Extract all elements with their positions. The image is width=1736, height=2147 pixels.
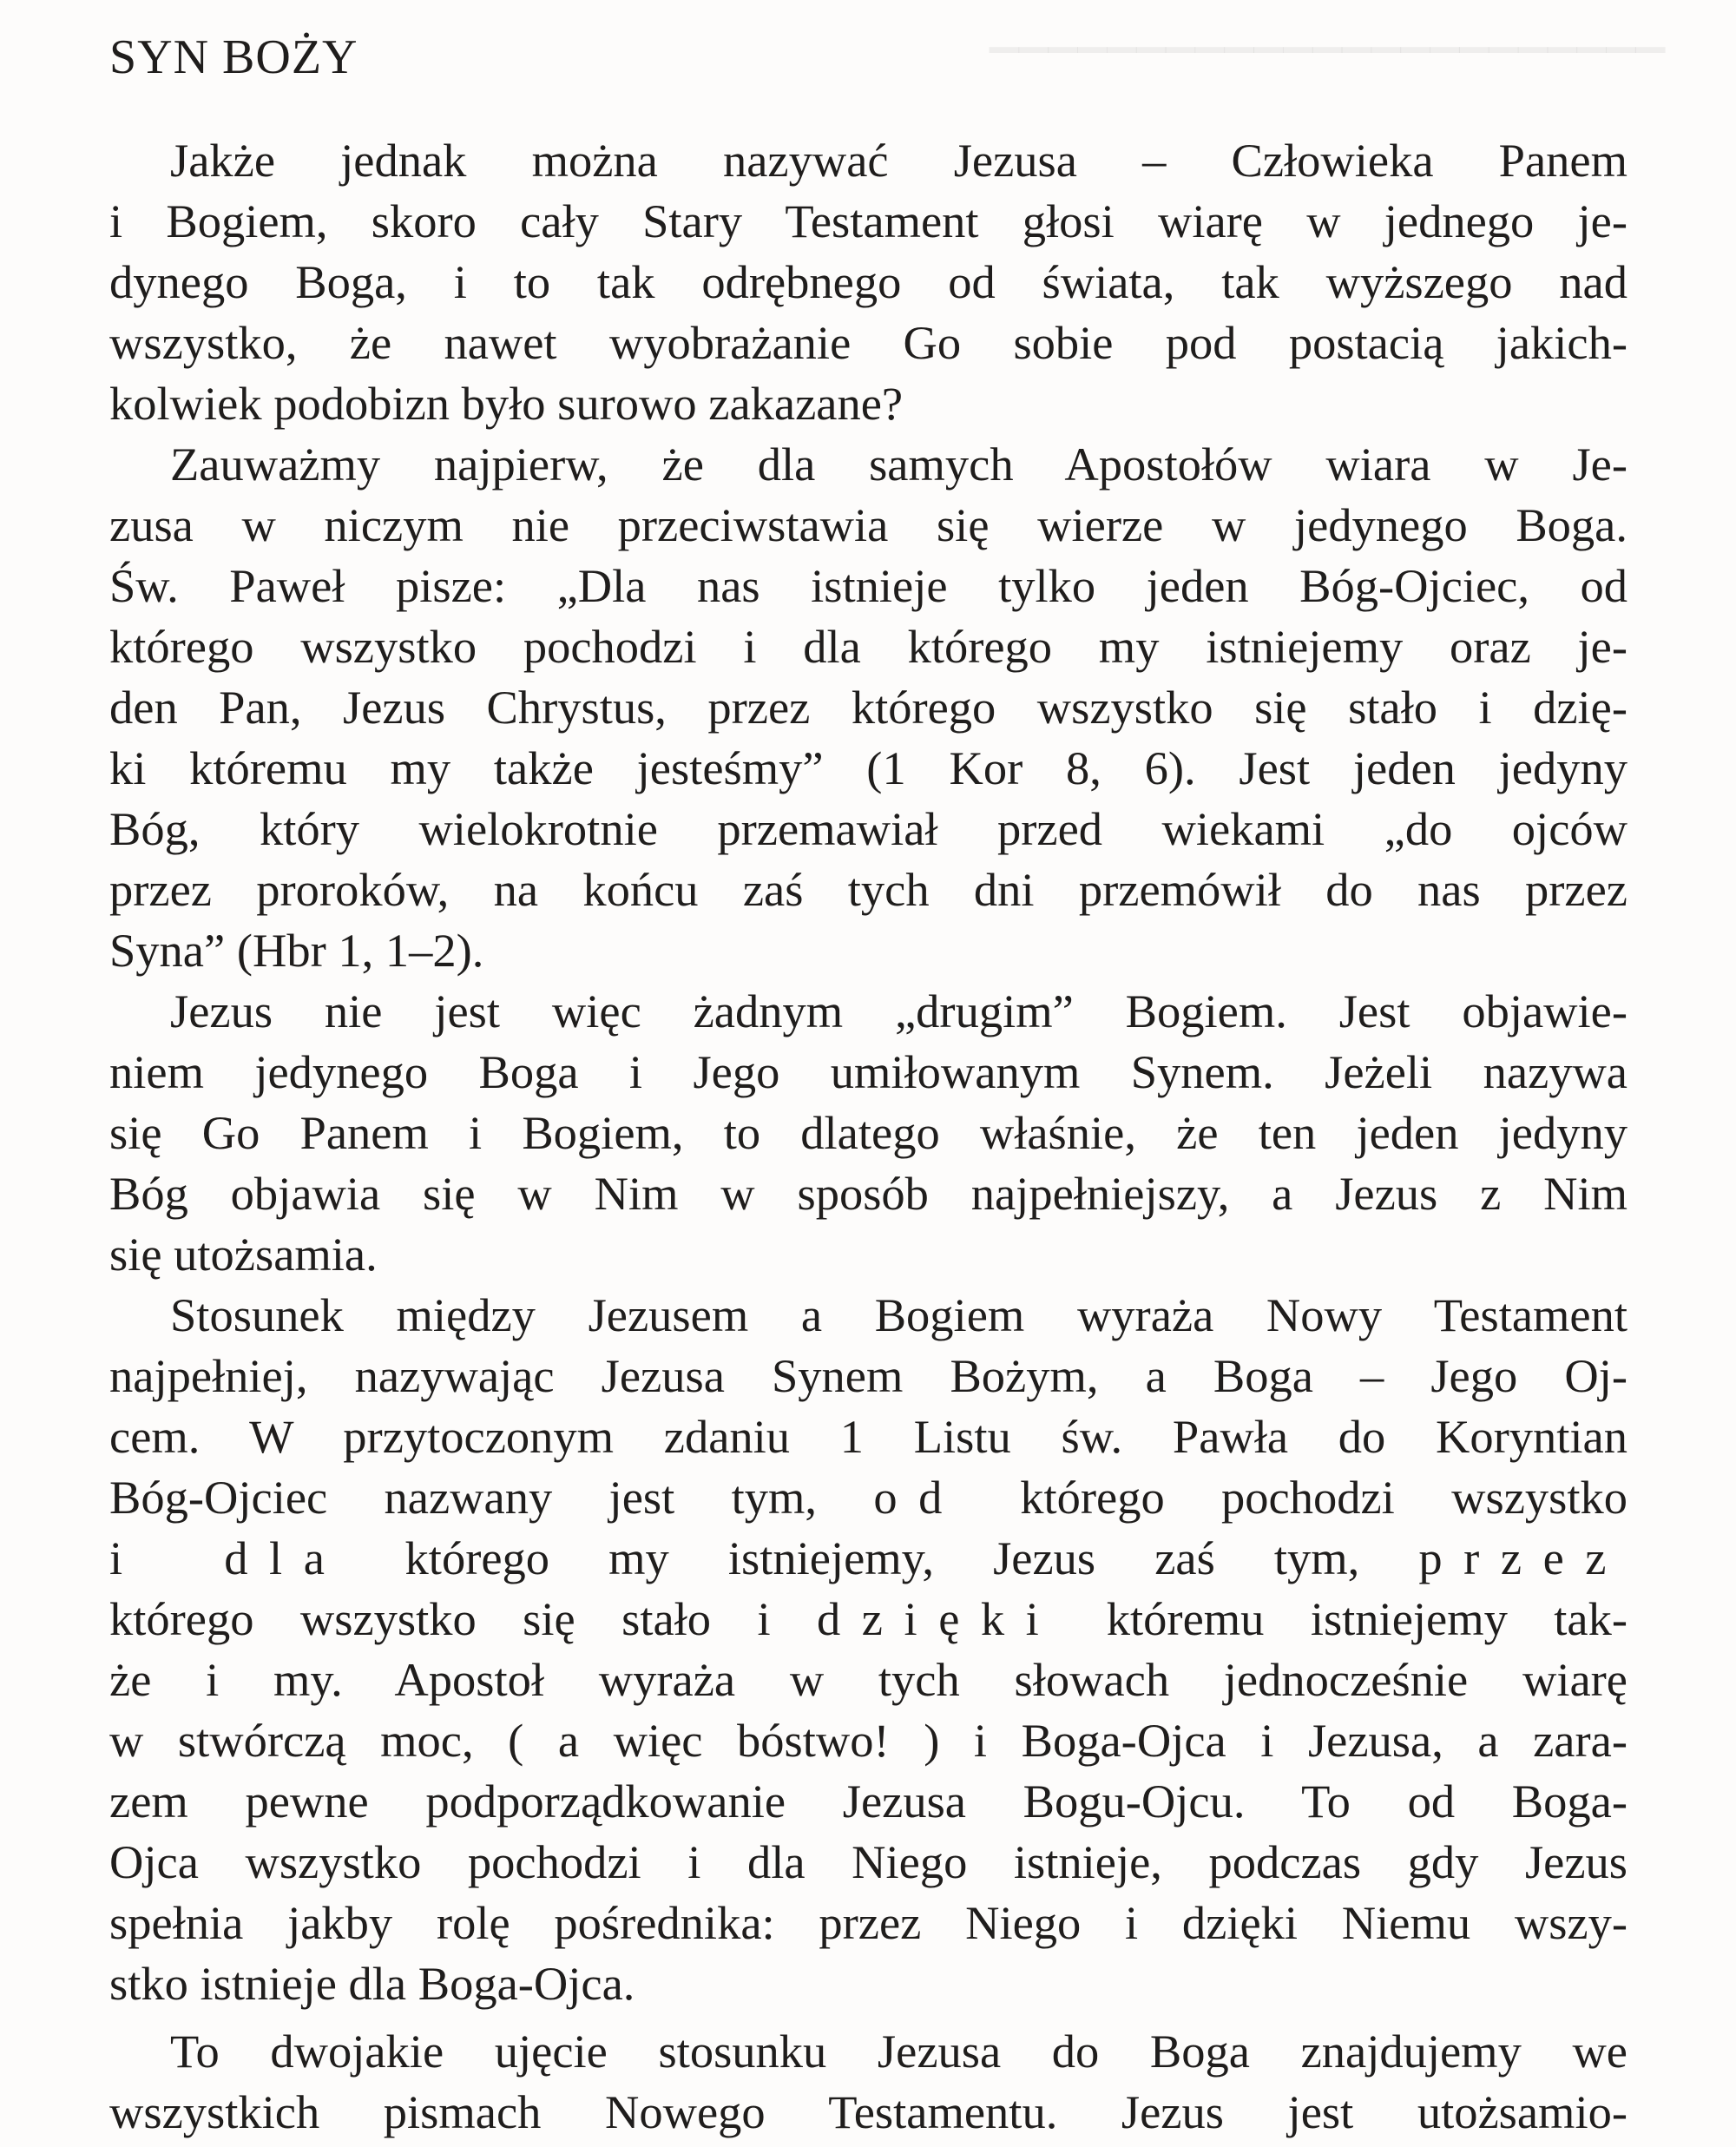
text-line: dynego Boga, i to tak odrębnego od świata, tak wyższego nad: [109, 255, 1628, 308]
text-line: i Bogiem, skoro cały Stary Testament głosi wiarę w jednego je-: [109, 194, 1628, 247]
text-line: spełnia jakby rolę pośrednika: przez Niego i dzięki Niemu wszy-: [109, 1896, 1628, 1949]
text-segment: którego my istniejemy, Jezus zaś tym,: [404, 1531, 1360, 1584]
text-line-mixed: [109, 1528, 1628, 1589]
text-line: którego wszystko pochodzi i dla którego my istniejemy oraz je-: [109, 620, 1628, 673]
text-line: Bóg, który wielokrotnie przemawiał przed wiekami „do ojców: [109, 802, 1628, 855]
emphasized-word: przez: [1418, 1531, 1628, 1584]
text-line: Syna” (Hbr 1, 1–2).: [109, 924, 484, 977]
text-line: Jakże jednak można nazywać Jezusa – Człowieka Panem: [170, 134, 1628, 187]
emphasized-word: i dla: [109, 1531, 346, 1584]
text-line: niem jedynego Boga i Jego umiłowanym Synem. Jeżeli nazywa: [109, 1045, 1628, 1098]
text-line: To dwojakie ujęcie stosunku Jezusa do Boga znajdujemy we: [170, 2025, 1628, 2078]
text-line: stko istnieje dla Boga-Ojca.: [109, 1957, 635, 2010]
text-line: Stosunek między Jezusem a Bogiem wyraża Nowy Testament: [170, 1288, 1628, 1341]
text-segment: Bóg-Ojciec nazwany jest tym,: [109, 1471, 817, 1524]
text-line: Św. Paweł pisze: „Dla nas istnieje tylko jeden Bóg-Ojciec, od: [109, 559, 1628, 612]
text-line: den Pan, Jezus Chrystus, przez którego wszystko się stało i dzię-: [109, 681, 1628, 734]
text-line: cem. W przytoczonym zdaniu 1 Listu św. Pawła do Koryntian: [109, 1410, 1628, 1463]
text-segment: którego wszystko się stało i: [109, 1592, 771, 1645]
text-line: wszystkich pismach Nowego Testamentu. Jezus jest utożsamio-: [109, 2085, 1628, 2138]
text-line: w stwórczą moc, ( a więc bóstwo! ) i Boga-Ojca i Jezusa, a zara-: [109, 1714, 1628, 1767]
text-segment: któremu istniejemy tak-: [1106, 1592, 1628, 1645]
text-line: ki któremu my także jesteśmy” (1 Kor 8, 6). Jest jeden jedyny: [109, 741, 1628, 794]
text-segment: którego pochodzi wszystko: [1020, 1471, 1628, 1524]
text-line: się utożsamia.: [109, 1228, 378, 1281]
text-line: kolwiek podobizn było surowo zakazane?: [109, 377, 904, 430]
text-line: że i my. Apostoł wyraża w tych słowach jednocześnie wiarę: [109, 1653, 1628, 1706]
text-line: wszystko, że nawet wyobrażanie Go sobie pod postacią jakich-: [109, 316, 1628, 369]
emphasized-word: dzięki: [817, 1592, 1061, 1645]
page-title: SYN BOŻY: [109, 30, 358, 84]
text-line-mixed: [109, 1467, 1628, 1528]
text-line: Ojca wszystko pochodzi i dla Niego istnieje, podczas gdy Jezus: [109, 1835, 1628, 1888]
text-line: przez proroków, na końcu zaś tych dni przemówił do nas przez: [109, 863, 1628, 916]
text-line: najpełniej, nazywając Jezusa Synem Bożym, a Boga – Jego Oj-: [109, 1349, 1628, 1402]
text-line: Zauważmy najpierw, że dla samych Apostołów wiara w Je-: [170, 438, 1628, 491]
bleed-through-texture: ▁▁▁▁▁▁▁▁▁▁▁▁▁▁▁▁▁▁▁▁▁▁▁: [990, 10, 1666, 52]
text-line: zem pewne podporządkowanie Jezusa Bogu-Ojcu. To od Boga-: [109, 1775, 1628, 1828]
text-line: Jezus nie jest więc żadnym „drugim” Bogiem. Jest objawie-: [170, 985, 1628, 1037]
text-line-mixed: [109, 1589, 1628, 1650]
text-line: zusa w niczym nie przeciwstawia się wierze w jedynego Boga.: [109, 498, 1628, 551]
text-line: Bóg objawia się w Nim w sposób najpełniejszy, a Jezus z Nim: [109, 1167, 1628, 1220]
text-line: się Go Panem i Bogiem, to dlatego właśnie, że ten jeden jedyny: [109, 1106, 1628, 1159]
emphasized-word: od: [873, 1471, 963, 1524]
